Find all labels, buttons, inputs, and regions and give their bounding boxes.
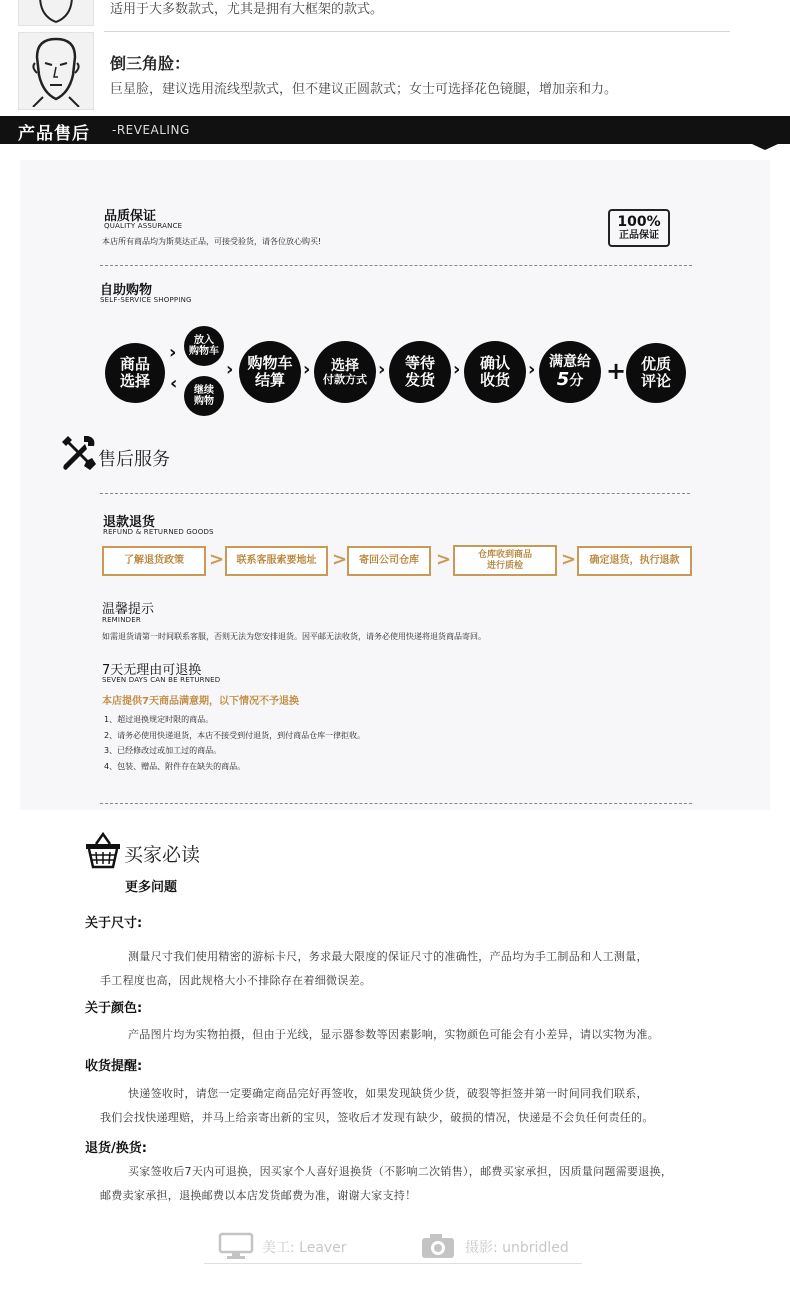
step-label: 购物: [194, 396, 214, 407]
refund-step-1: 了解退货政策: [102, 546, 206, 576]
photographer-credit: 摄影: unbridled: [465, 1240, 569, 1256]
rating-number: 5: [556, 368, 570, 390]
chevron-right-icon: ›: [528, 359, 536, 380]
shopping-basket-icon: [84, 830, 122, 870]
banner-tab-shape: [752, 144, 778, 150]
plus-icon: +: [606, 357, 627, 385]
aftersale-title: 售后服务: [98, 449, 170, 470]
chevron-right-icon: ›: [453, 359, 461, 380]
quality-subtitle: QUALITY ASSURANCE: [104, 222, 183, 230]
receive-title: 收货提醒:: [85, 1059, 143, 1074]
step-select-goods: [105, 343, 165, 403]
step-label: 优质: [640, 354, 671, 373]
badge-percent: 100%: [617, 214, 661, 230]
refund-step-4: [453, 545, 557, 576]
seven-days-notice: 本店提供7天商品满意期，以下情况不予退换: [102, 696, 299, 707]
step-label: 结算: [254, 371, 285, 389]
size-line-2: 手工程度也高，因此规格大小不排除存在着细微误差。: [100, 974, 372, 987]
camera-icon: [420, 1232, 456, 1260]
chevron-right-icon: ›: [378, 359, 386, 380]
inverted-triangle-face-icon: [23, 35, 89, 107]
quality-title: 品质保证: [104, 209, 157, 224]
chevron-right-icon: >: [436, 549, 452, 570]
refund-step-2: 联系客服索要地址: [225, 546, 328, 576]
refund-title: 退款退货: [103, 515, 156, 530]
refund-step-5: 确定退货，执行退款: [577, 546, 692, 576]
refund-step-3: 寄回公司仓库: [347, 546, 431, 576]
seven-days-item-3: 3、已经修改过或加工过的商品。: [104, 746, 222, 755]
step-select-payment: [314, 341, 376, 403]
step-quality-review: [626, 343, 686, 403]
step-label: 选择: [119, 372, 150, 390]
designer-credit: 美工: Leaver: [262, 1240, 347, 1256]
face-illustration-inverted-triangle: [18, 32, 94, 110]
step-label: 满意给: [549, 353, 591, 370]
size-line-1: 测量尺寸我们使用精密的游标卡尺，务求最大限度的保证尺寸的准确性，产品均为手工制品和人工测量，: [128, 950, 648, 963]
badge-label: 正品保证: [619, 230, 659, 241]
selfservice-title: 自助购物: [100, 283, 153, 298]
service-panel: [20, 160, 770, 810]
face-desc-1: 适用于大多数款式，尤其是拥有大框架的款式。: [110, 2, 384, 17]
color-line-1: 产品图片均为实物拍摄，但由于光线，显示器参数等因素影响，实物颜色可能会有小差异，请以实物为准。: [128, 1028, 660, 1041]
banner-title: 产品售后: [18, 124, 90, 144]
banner-subtitle: -REVEALING: [112, 123, 190, 137]
footer-divider: [204, 1263, 582, 1264]
step-label: 确认: [479, 353, 510, 372]
face-title-2: 倒三角脸：: [110, 54, 191, 73]
chevron-right-icon: ›: [169, 342, 177, 363]
dashed-divider: [100, 803, 692, 804]
size-title: 关于尺寸:: [85, 916, 143, 931]
after-sales-banner: [0, 116, 790, 144]
chevron-right-icon: >: [209, 549, 225, 570]
step-label: 商品: [119, 354, 150, 373]
seven-days-item-4: 4、包装、赠品、附件存在缺失的商品。: [104, 762, 246, 771]
step-label: 评论: [640, 372, 671, 390]
return-line-2: 邮费卖家承担，退换邮费以本店发货邮费为准，谢谢大家支持！: [100, 1189, 417, 1202]
return-line-1: 买家签收后7天内可退换，因买家个人喜好退换货（不影响二次销售），邮费买家承担，因质量问题需要退换，: [128, 1165, 673, 1178]
chevron-left-icon: ‹: [170, 373, 178, 394]
rating-unit: 分: [569, 372, 584, 389]
face-illustration-top: [18, 0, 94, 26]
seven-days-item-2: 2、请务必使用快递退货，本店不接受到付退货，到付商品仓库一律拒收。: [104, 731, 366, 740]
step-label: 等待: [404, 353, 435, 372]
chevron-right-icon: ›: [303, 359, 311, 380]
step-label: 仓库收到商品: [477, 550, 532, 561]
step-label: 进行质检: [486, 560, 523, 571]
quality-desc: 本店所有商品均为斯莫达正品，可接受验货，请各位放心购买!: [102, 237, 322, 246]
tools-icon: [58, 434, 98, 472]
step-label: 收货: [479, 371, 510, 389]
buyer-subtitle: 更多问题: [125, 880, 178, 895]
seven-days-title: 7天无理由可退换: [102, 663, 202, 678]
selfservice-subtitle: SELF-SERVICE SHOPPING: [100, 296, 192, 304]
reminder-subtitle: REMINDER: [102, 616, 141, 624]
chevron-right-icon: >: [332, 549, 348, 570]
chevron-right-icon: >: [561, 549, 577, 570]
reminder-title: 温馨提示: [102, 602, 155, 617]
step-await-shipping: [389, 341, 451, 403]
refund-subtitle: REFUND & RETURNED GOODS: [103, 528, 214, 536]
reminder-desc: 如需退货请第一时间联系客服，否则无法为您安排退货。因平邮无法收货，请务必使用快递将退货商品寄回。: [102, 632, 486, 641]
receive-line-2: 我们会找快递理赔，并马上给亲寄出新的宝贝，签收后才发现有缺少，破损的情况，快递是不会负任何责任的。: [100, 1111, 654, 1124]
face-outline-icon: [26, 0, 86, 26]
chevron-right-icon: ›: [226, 359, 234, 380]
step-label: 购物车: [247, 353, 293, 372]
dashed-divider: [100, 493, 690, 494]
divider: [104, 31, 730, 32]
monitor-icon: [218, 1232, 254, 1260]
step-add-to-cart: [184, 326, 224, 366]
step-continue-shopping: [184, 376, 224, 416]
seven-days-item-1: 1、超过退换规定时限的商品。: [104, 715, 214, 724]
step-confirm-receipt: [464, 341, 526, 403]
step-label: 放入: [194, 334, 214, 346]
step-label: 发货: [404, 371, 435, 389]
seven-days-subtitle: SEVEN DAYS CAN BE RETURNED: [102, 676, 221, 684]
dashed-divider: [100, 265, 692, 266]
color-title: 关于颜色:: [85, 1001, 143, 1016]
step-label: 付款方式: [323, 372, 367, 386]
step-label: 继续: [194, 384, 214, 396]
authentic-guarantee-badge: [608, 209, 670, 247]
return-title: 退货/换货:: [85, 1141, 147, 1156]
buyer-title: 买家必读: [124, 844, 201, 866]
step-label: 选择: [331, 357, 359, 374]
face-desc-2: 巨星脸，建议选用流线型款式，但不建议正圆款式；女士可选择花色镜腿，增加亲和力。: [110, 82, 618, 97]
step-label: 购物车: [189, 346, 219, 357]
step-cart-checkout: [239, 341, 301, 403]
receive-line-1: 快递签收时，请您一定要确定商品完好再签收，如果发现缺货少货，破裂等拒签并第一时间同我们联系，: [128, 1087, 648, 1100]
step-five-star-rating: [539, 341, 601, 403]
